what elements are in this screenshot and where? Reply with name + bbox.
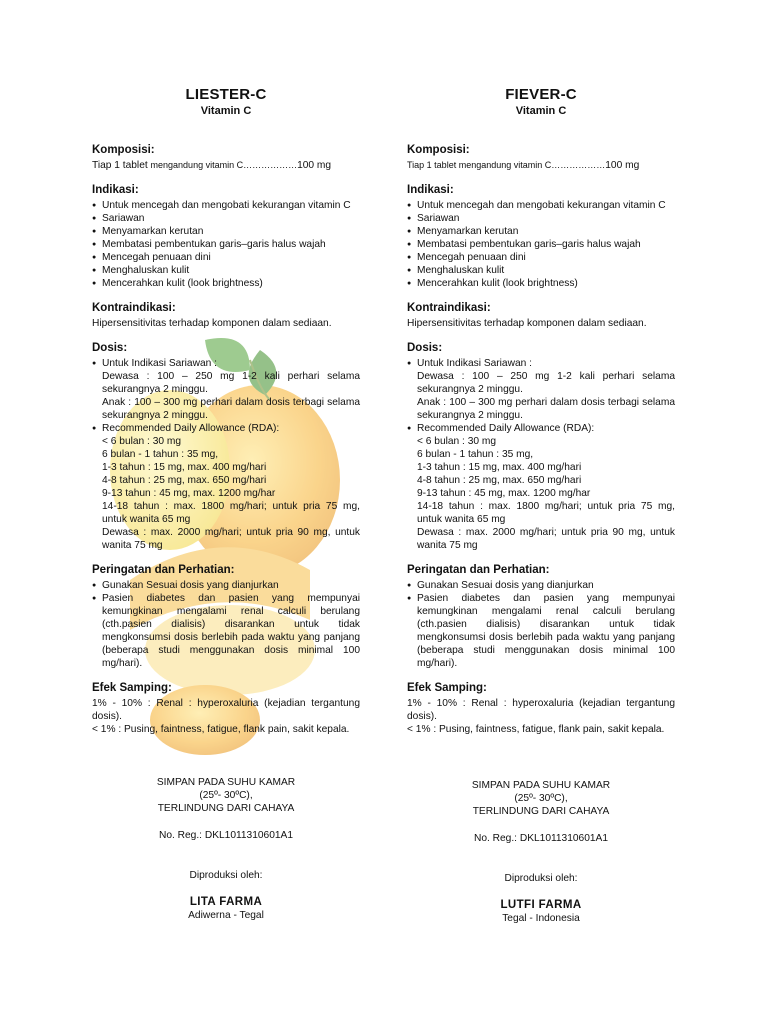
left-label-column (92, 0, 360, 922)
manufacturer-name: LITA FARMA (189, 896, 263, 908)
manufacturer-city: Tegal - Indonesia (502, 913, 580, 924)
komposisi-part-c: 100 mg (605, 160, 640, 171)
indikasi-list (92, 199, 360, 290)
storage-line: SIMPAN PADA SUHU KAMAR (156, 777, 296, 788)
komposisi-text (407, 159, 675, 172)
rda-line: 6 bulan - 1 tahun : 35 mg, (102, 449, 219, 460)
produced-by-label: Diproduksi oleh: (504, 873, 578, 884)
storage-line: (25º- 30ºC), (199, 790, 253, 801)
produced-by-label: Diproduksi oleh: (189, 870, 263, 881)
dosis-heading: Dosis: (407, 342, 443, 354)
komposisi-part-b: mengandung vitamin C……………… (150, 160, 298, 170)
manufacturer-city: Adiwerna - Tegal (188, 910, 264, 921)
list-item: ● Mencerahkan kulit (look brightness) (407, 277, 675, 290)
list-item: ● Menghaluskan kulit (92, 264, 360, 277)
list-item (407, 422, 675, 552)
komposisi-heading: Komposisi: (92, 144, 155, 156)
komposisi-heading: Komposisi: (407, 144, 470, 156)
rda-line: 9-13 tahun : 45 mg, max. 1200 mg/har (102, 488, 276, 499)
rda-line: Dewasa : max. 2000 mg/hari; untuk pria 90 mg, untuk wanita 75 mg (102, 527, 360, 551)
komposisi-part-b: ……………… (551, 160, 606, 170)
storage-line: (25º- 30ºC), (514, 793, 568, 804)
kontraindikasi-heading: Kontraindikasi: (92, 302, 176, 314)
list-item: ● Gunakan Sesuai dosis yang dianjurkan (92, 579, 360, 592)
rda-line: 1-3 tahun : 15 mg, max. 400 mg/hari (417, 462, 582, 473)
efek-samping-heading: Efek Samping: (92, 682, 172, 694)
list-item: ● Menyamarkan kerutan (407, 225, 675, 238)
dosis-item-title: ● Untuk Indikasi Sariawan : (102, 358, 217, 369)
rda-line: 9-13 tahun : 45 mg, max. 1200 mg/har (417, 488, 591, 499)
storage-footer (407, 779, 675, 925)
rda-line: < 6 bulan : 30 mg (417, 436, 497, 447)
rda-line: < 6 bulan : 30 mg (102, 436, 182, 447)
list-item: ● Menghaluskan kulit (407, 264, 675, 277)
right-label-column (407, 0, 675, 925)
kontraindikasi-text: Hipersensitivitas terhadap komponen dalam sediaan. (407, 318, 647, 329)
dosis-list (92, 357, 360, 552)
efek-samping-text: < 1% : Pusing, faintness, fatigue, flank pain, sakit kepala. (92, 724, 350, 735)
komposisi-part-c: 100 mg (297, 160, 332, 171)
rda-line: 14-18 tahun : max. 1800 mg/hari; untuk pria 75 mg, untuk wanita 65 mg (102, 501, 360, 525)
kontraindikasi-heading: Kontraindikasi: (407, 302, 491, 314)
product-title: FIEVER-C (505, 86, 577, 103)
dosis-dewasa: Dewasa : 100 – 250 mg 1-2 kali perhari selama sekurangnya 2 minggu. (102, 371, 360, 395)
dosis-item-title: ● Untuk Indikasi Sariawan : (417, 358, 532, 369)
storage-line: TERLINDUNG DARI CAHAYA (472, 806, 610, 817)
efek-samping-text: < 1% : Pusing, faintness, fatigue, flank pain, sakit kepala. (407, 724, 665, 735)
dosis-anak: Anak : 100 – 300 mg perhari dalam dosis terbagi selama sekurangnya 2 minggu. (417, 397, 675, 421)
list-item (92, 422, 360, 552)
rda-line: 14-18 tahun : max. 1800 mg/hari; untuk pria 75 mg, untuk wanita 65 mg (417, 501, 675, 525)
list-item: ● Gunakan Sesuai dosis yang dianjurkan (407, 579, 675, 592)
storage-line: SIMPAN PADA SUHU KAMAR (471, 780, 611, 791)
rda-line: 4-8 tahun : 25 mg, max. 650 mg/hari (417, 475, 582, 486)
rda-line: Dewasa : max. 2000 mg/hari; untuk pria 90 mg, untuk wanita 75 mg (417, 527, 675, 551)
product-title: LIESTER-C (185, 86, 267, 103)
list-item: ● Pasien diabetes dan pasien yang mempunyai kemungkinan mengalami renal calculi berulang (cth.pasien dialisis) disarankan untuk tidak mengkonsumsi dosis berlebih pada waktu yang panjang (beberapa studi menggunakan dosis minimal 100 mg/hari). (92, 592, 360, 670)
rda-line: 4-8 tahun : 25 mg, max. 650 mg/hari (102, 475, 267, 486)
list-item: ● Mencegah penuaan dini (92, 251, 360, 264)
manufacturer-name: LUTFI FARMA (500, 899, 582, 911)
komposisi-part-a: Tiap 1 tablet (92, 160, 151, 171)
product-subtitle: Vitamin C (200, 105, 252, 117)
indikasi-heading: Indikasi: (407, 184, 454, 196)
list-item: ● Sariawan (407, 212, 675, 225)
list-item: ● Mencegah penuaan dini (407, 251, 675, 264)
registration-number: No. Reg.: DKL1011310601A1 (473, 833, 609, 844)
list-item (407, 357, 675, 422)
peringatan-heading: Peringatan dan Perhatian: (92, 564, 235, 576)
storage-line: TERLINDUNG DARI CAHAYA (157, 803, 295, 814)
product-subtitle: Vitamin C (515, 105, 567, 117)
list-item: ● Sariawan (92, 212, 360, 225)
dosis-heading: Dosis: (92, 342, 128, 354)
list-item: ● Pasien diabetes dan pasien yang mempunyai kemungkinan mengalami renal calculi berulang (cth.pasien dialisis) disarankan untuk tidak mengkonsumsi dosis berlebih pada waktu yang panjang (beberapa studi menggunakan dosis minimal 100 mg/hari). (407, 592, 675, 670)
efek-samping-text: 1% - 10% : Renal : hyperoxaluria (kejadian tergantung dosis). (407, 698, 675, 722)
dosis-dewasa: Dewasa : 100 – 250 mg 1-2 kali perhari selama sekurangnya 2 minggu. (417, 371, 675, 395)
kontraindikasi-text: Hipersensitivitas terhadap komponen dalam sediaan. (92, 318, 332, 329)
komposisi-text (92, 159, 360, 172)
indikasi-list (407, 199, 675, 290)
peringatan-list (92, 579, 360, 670)
list-item: ● Membatasi pembentukan garis–garis halus wajah (407, 238, 675, 251)
indikasi-heading: Indikasi: (92, 184, 139, 196)
list-item (92, 357, 360, 422)
dosis-list (407, 357, 675, 552)
rda-line: 1-3 tahun : 15 mg, max. 400 mg/hari (102, 462, 267, 473)
peringatan-list (407, 579, 675, 670)
list-item: ● Membatasi pembentukan garis–garis halus wajah (92, 238, 360, 251)
list-item: ● Mencerahkan kulit (look brightness) (92, 277, 360, 290)
efek-samping-heading: Efek Samping: (407, 682, 487, 694)
list-item: ● Untuk mencegah dan mengobati kekurangan vitamin C (407, 199, 675, 212)
list-item: ● Untuk mencegah dan mengobati kekurangan vitamin C (92, 199, 360, 212)
efek-samping-text: 1% - 10% : Renal : hyperoxaluria (kejadian tergantung dosis). (92, 698, 360, 722)
dosis-item-title: ● Recommended Daily Allowance (RDA): (102, 423, 280, 434)
storage-footer (92, 776, 360, 922)
dosis-item-title: ● Recommended Daily Allowance (RDA): (417, 423, 595, 434)
rda-line: 6 bulan - 1 tahun : 35 mg, (417, 449, 534, 460)
dosis-anak: Anak : 100 – 300 mg perhari dalam dosis terbagi selama sekurangnya 2 minggu. (102, 397, 360, 421)
peringatan-heading: Peringatan dan Perhatian: (407, 564, 550, 576)
registration-number: No. Reg.: DKL1011310601A1 (158, 830, 294, 841)
list-item: ● Menyamarkan kerutan (92, 225, 360, 238)
komposisi-part-a: Tiap 1 tablet mengandung vitamin C (407, 160, 552, 170)
